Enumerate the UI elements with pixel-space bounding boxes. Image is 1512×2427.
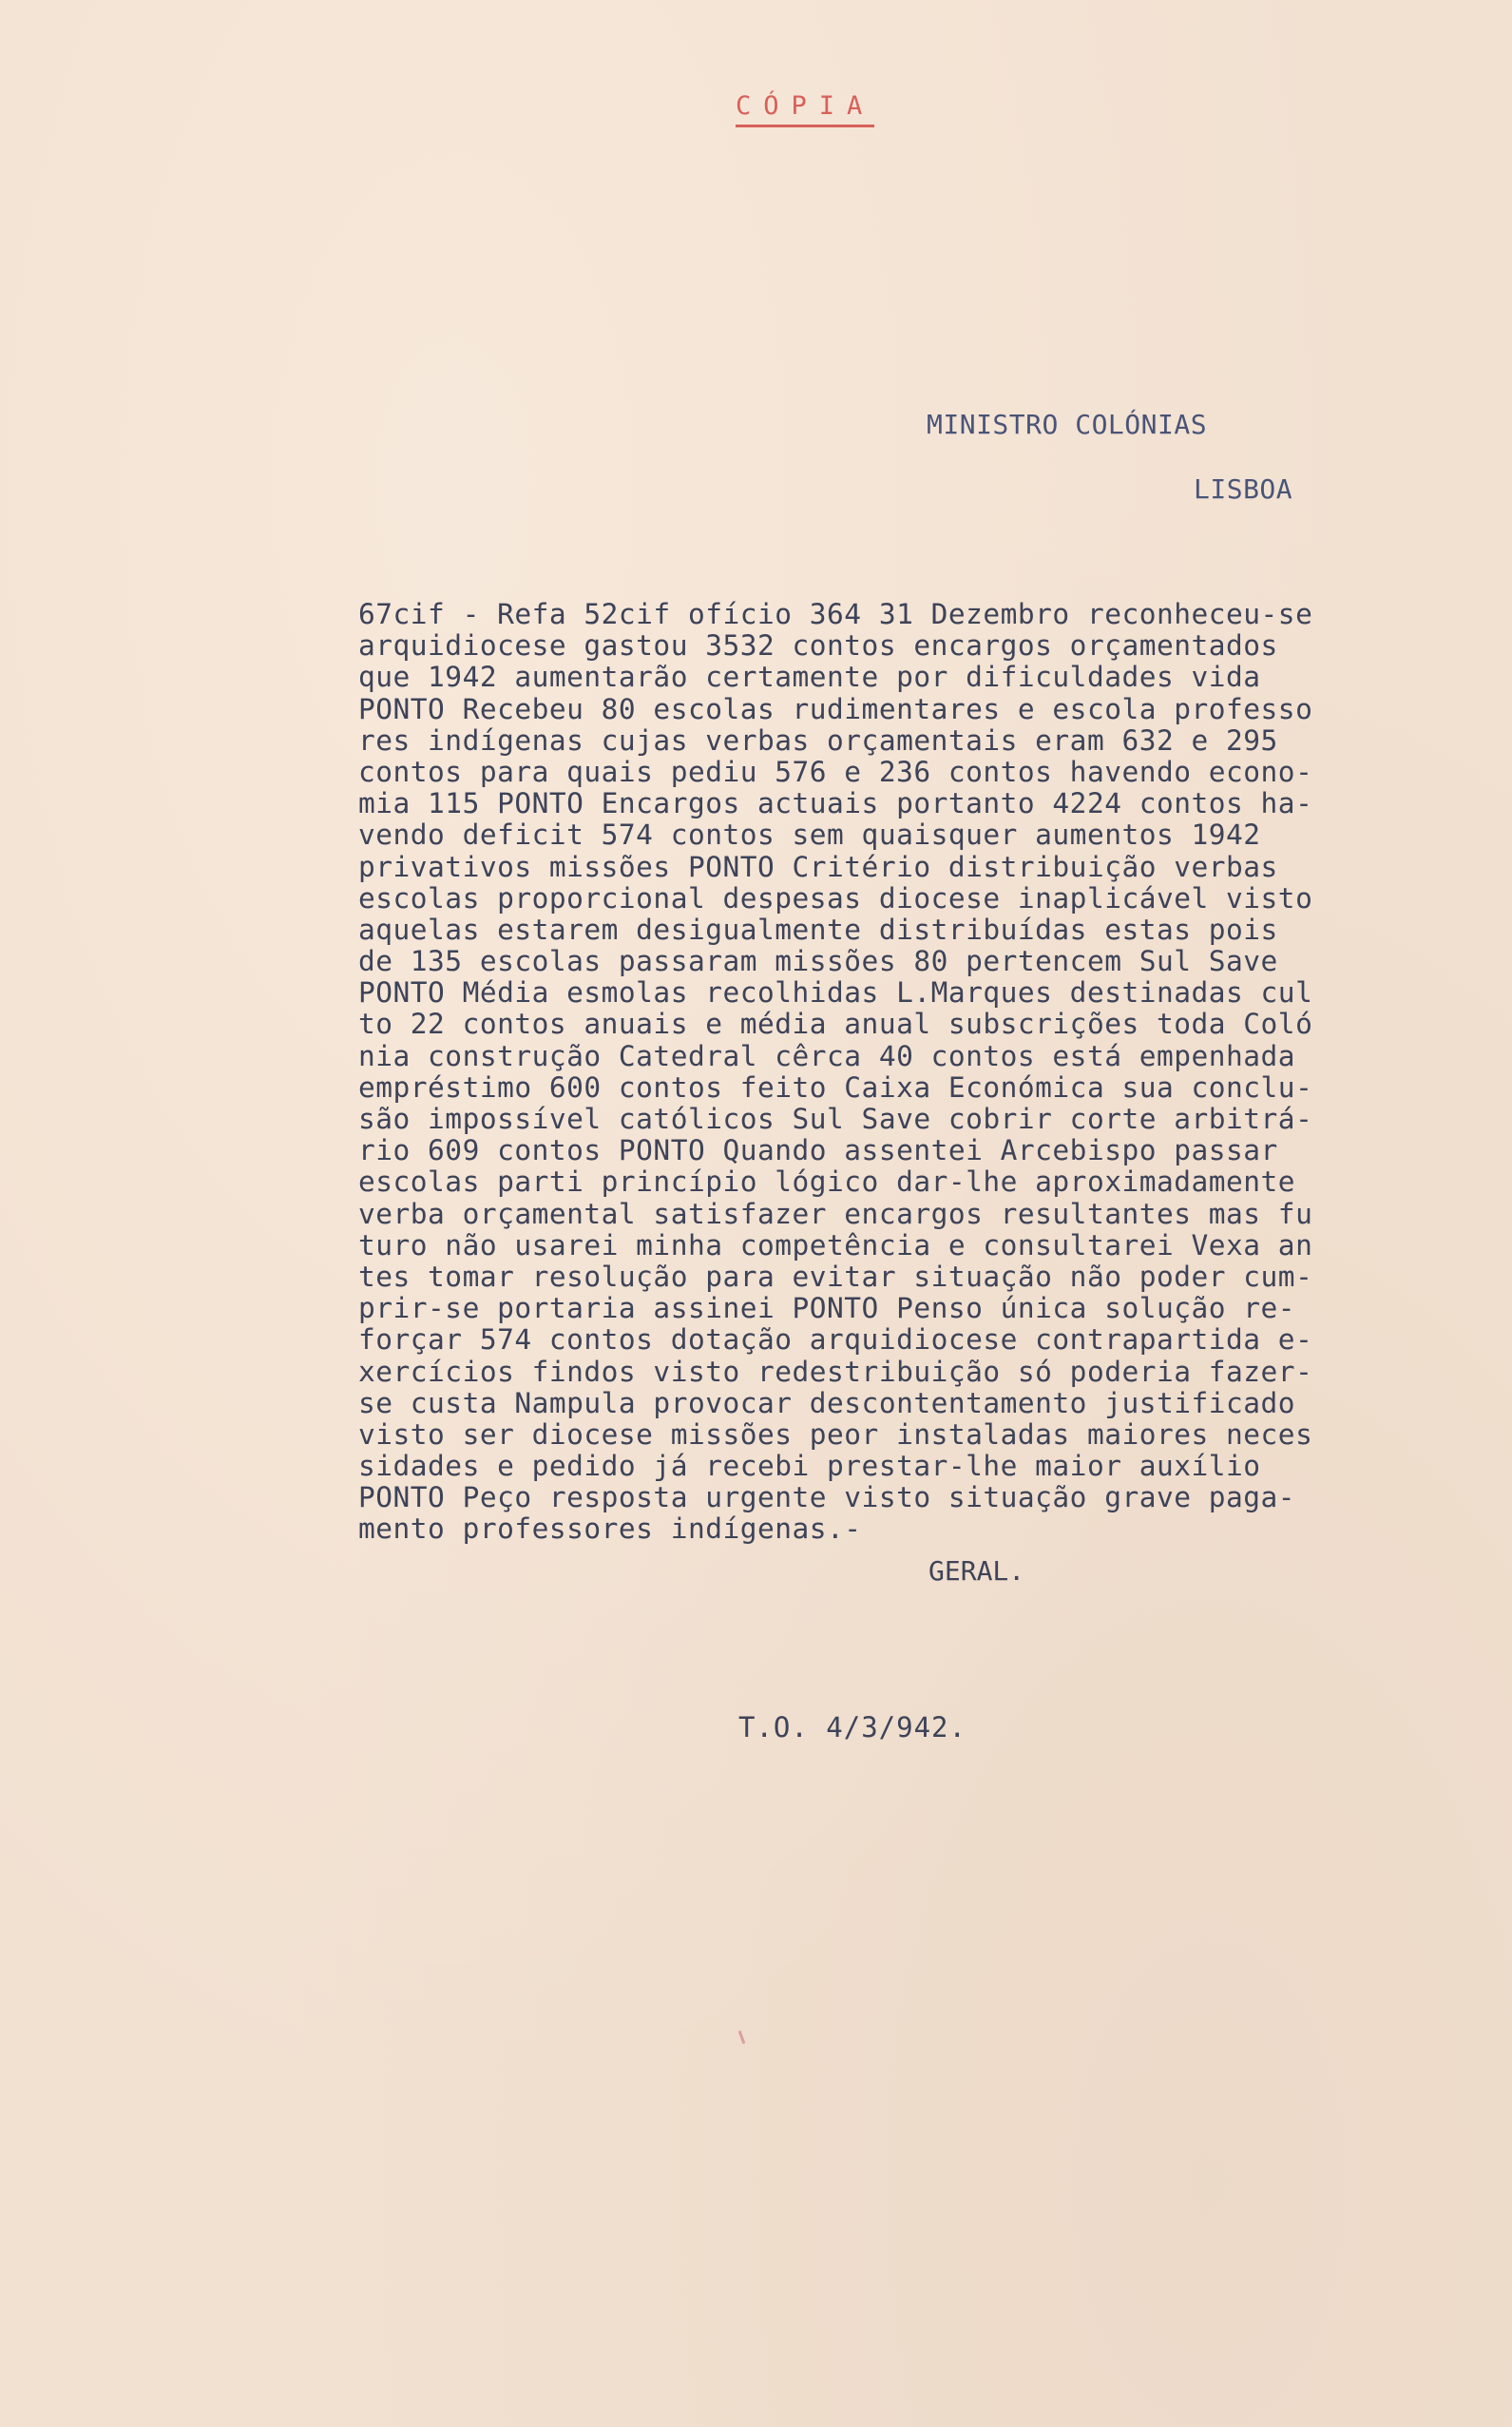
- body-line: rio 609 contos PONTO Quando assentei Arcebispo passar: [358, 1134, 1278, 1167]
- body-line: privativos missões PONTO Critério distribuição verbas: [358, 850, 1278, 883]
- signature: GERAL.: [928, 1555, 1025, 1587]
- body-line: prir-se portaria assinei PONTO Penso única solução re-: [358, 1292, 1296, 1325]
- body-line: que 1942 aumentarão certamente por dificuldades vida: [358, 661, 1261, 694]
- addressee-recipient: MINISTRO COLÓNIAS: [927, 409, 1208, 440]
- body-line: to 22 contos anuais e média anual subscrições toda Coló: [358, 1008, 1313, 1041]
- body-line: escolas parti princípio lógico dar-lhe aproximadamente: [358, 1165, 1296, 1199]
- body-line: arquidiocese gastou 3532 contos encargos orçamentados: [358, 629, 1278, 663]
- reference-date: T.O. 4/3/942.: [738, 1711, 967, 1743]
- body-line: xercícios findos visto redestribuição só poderia fazer-: [358, 1355, 1313, 1388]
- body-line: visto ser diocese missões peor instaladas maiores neces: [358, 1417, 1313, 1451]
- body-line: se custa Nampula provocar descontentamento justificado: [358, 1386, 1296, 1419]
- body-line: PONTO Recebeu 80 escolas rudimentares e escola professo: [358, 692, 1313, 725]
- body-line: turo não usarei minha competência e consultarei Vexa an: [358, 1228, 1313, 1262]
- body-line: aquelas estarem desigualmente distribuídas estas pois: [358, 913, 1278, 946]
- document-heading: CÓPIA: [736, 91, 874, 127]
- body-line: contos para quais pediu 576 e 236 contos havendo econo-: [358, 755, 1313, 788]
- body-line: escolas proporcional despesas diocese inaplicável visto: [358, 881, 1313, 915]
- body-line: mia 115 PONTO Encargos actuais portanto 4224 contos ha-: [358, 787, 1313, 820]
- body-line: de 135 escolas passaram missões 80 pertencem Sul Save: [358, 945, 1278, 978]
- body-line: sidades e pedido já recebi prestar-lhe maior auxílio: [358, 1450, 1261, 1483]
- addressee-city: LISBOA: [1194, 473, 1293, 505]
- body-line: 67cif - Refa 52cif ofício 364 31 Dezembro reconheceu-se: [358, 598, 1313, 630]
- body-line: PONTO Peço resposta urgente visto situação grave paga-: [358, 1481, 1296, 1514]
- telegram-body: [358, 599, 1413, 1546]
- body-line: vendo deficit 574 contos sem quaisquer aumentos 1942: [358, 819, 1261, 852]
- body-line: nia construção Catedral cêrca 40 contos está empenhada: [358, 1039, 1296, 1072]
- body-line: res indígenas cujas verbas orçamentais eram 632 e 295: [358, 723, 1278, 757]
- body-line: empréstimo 600 contos feito Caixa Económica sua conclu-: [358, 1070, 1313, 1104]
- body-line: verba orçamental satisfazer encargos resultantes mas fu: [358, 1197, 1313, 1230]
- body-line: tes tomar resolução para evitar situação não poder cum-: [358, 1260, 1313, 1293]
- body-line: são impossível católicos Sul Save cobrir corte arbitrá-: [358, 1103, 1313, 1135]
- body-line: PONTO Média esmolas recolhidas L.Marques destinadas cul: [358, 976, 1313, 1010]
- body-line: mento professores indígenas.-: [358, 1512, 862, 1546]
- body-line: forçar 574 contos dotação arquidiocese contrapartida e-: [358, 1323, 1313, 1357]
